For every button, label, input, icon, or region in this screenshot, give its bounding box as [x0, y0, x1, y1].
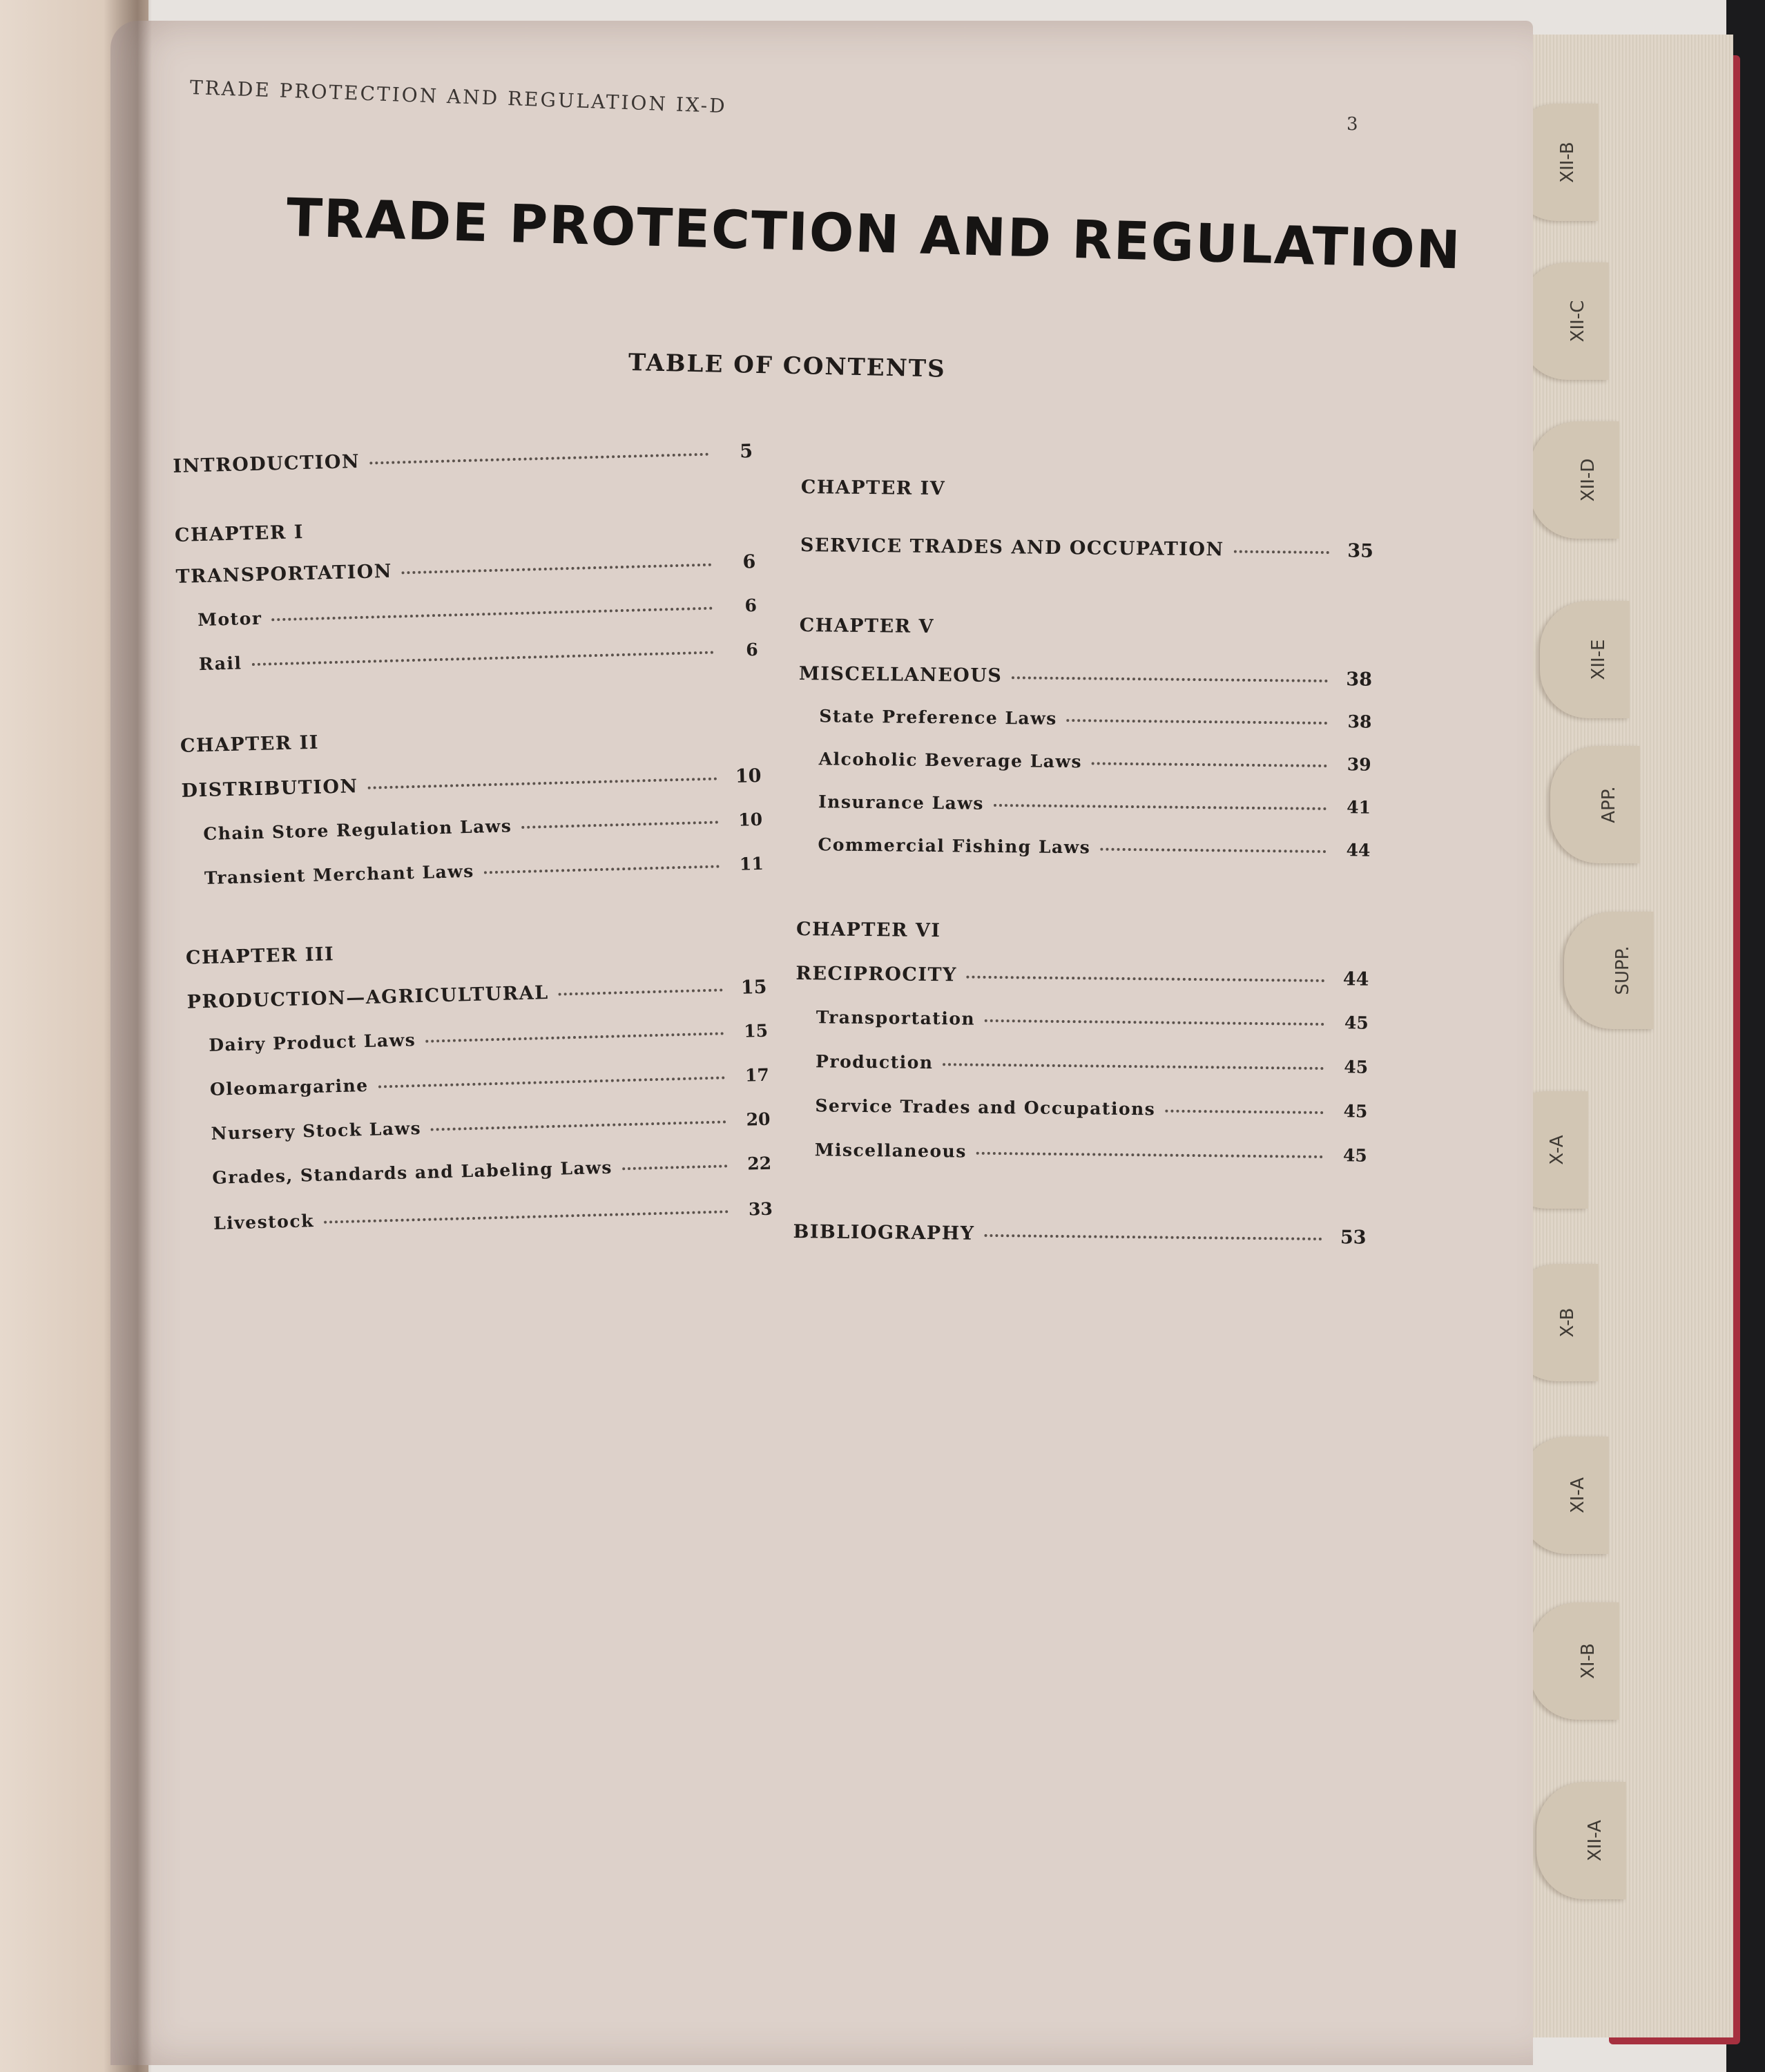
leader-dots [368, 775, 717, 789]
leader-dots [378, 1073, 724, 1088]
entry-page: 38 [1346, 669, 1373, 691]
page-number: 3 [1347, 114, 1358, 135]
entry-page: 41 [1347, 797, 1371, 818]
entry-page: 15 [743, 1020, 769, 1042]
index-tab[interactable] [1536, 1782, 1626, 1899]
tab-label: XII-C [1568, 300, 1588, 343]
leader-dots [985, 1017, 1324, 1026]
entry-page: 20 [746, 1109, 771, 1130]
leader-dots [622, 1162, 728, 1170]
leader-dots [984, 1231, 1322, 1240]
entry-page: 11 [739, 853, 764, 874]
leader-dots [1067, 716, 1328, 725]
leader-dots [976, 1149, 1323, 1158]
entry-label: State Preference Laws [819, 706, 1057, 729]
index-tab[interactable] [1530, 421, 1619, 539]
entry-label: INTRODUCTION [173, 450, 360, 477]
entry-label: Miscellaneous [814, 1140, 967, 1162]
entry-page: 15 [740, 976, 767, 999]
entry-label: SERVICE TRADES AND OCCUPATION [800, 534, 1224, 561]
tab-label: X-A [1547, 1135, 1568, 1165]
tab-label: APP. [1599, 786, 1619, 823]
entry-page: 45 [1343, 1101, 1368, 1122]
leader-dots [402, 561, 712, 575]
entry-page: 45 [1344, 1013, 1369, 1033]
page-title: TRADE PROTECTION AND REGULATION [285, 186, 1463, 281]
toc-heading: TABLE OF CONTENTS [628, 349, 947, 383]
leader-dots [1092, 759, 1327, 767]
entry-label: BIBLIOGRAPHY [793, 1220, 975, 1245]
entry-label: Chain Store Regulation Laws [202, 816, 512, 845]
entry-label: DISTRIBUTION [181, 776, 359, 802]
leader-dots [994, 801, 1327, 810]
index-tab[interactable] [1550, 746, 1640, 863]
entry-page: 10 [737, 809, 763, 830]
entry-label: Insurance Laws [818, 792, 985, 814]
tab-label: XII-A [1585, 1820, 1605, 1861]
entry-label: MISCELLANEOUS [798, 662, 1003, 687]
tab-label: XII-B [1557, 142, 1578, 183]
leader-dots [431, 1117, 726, 1131]
tab-label: X-B [1557, 1307, 1578, 1338]
entry-label: Grades, Standards and Labeling Laws [212, 1157, 613, 1188]
entry-page: 6 [742, 550, 756, 573]
leader-dots [484, 862, 720, 874]
entry-label: Motor [197, 608, 262, 631]
entry-label: Transient Merchant Laws [204, 861, 475, 888]
entry-label: TRANSPORTATION [175, 560, 393, 588]
leader-dots [1012, 673, 1328, 682]
leader-dots [1100, 845, 1326, 853]
leader-dots [521, 818, 718, 828]
chapter-heading: CHAPTER IV [800, 477, 946, 500]
entry-page: 44 [1346, 840, 1371, 861]
leader-dots [425, 1029, 724, 1042]
entry-page: 39 [1347, 754, 1371, 775]
entry-label: Dairy Product Laws [208, 1030, 416, 1055]
index-tab[interactable] [1564, 912, 1654, 1029]
entry-page: 10 [735, 765, 762, 787]
tab-label: SUPP. [1612, 946, 1633, 995]
entry-page: 33 [748, 1198, 773, 1220]
entry-label: Alcoholic Beverage Laws [818, 749, 1083, 772]
tab-label: XI-B [1578, 1643, 1599, 1679]
entry-page: 6 [744, 595, 758, 616]
entry-page: 45 [1344, 1057, 1369, 1077]
entry-page: 53 [1340, 1227, 1367, 1249]
entry-page: 6 [745, 639, 759, 660]
entry-page: 35 [1347, 540, 1374, 562]
entry-label: Rail [198, 653, 242, 675]
chapter-heading: CHAPTER V [799, 614, 935, 638]
entry-page: 17 [744, 1064, 770, 1086]
entry-label: Production [815, 1051, 934, 1073]
binding-shadow [104, 0, 152, 2072]
leader-dots [1165, 1107, 1323, 1114]
index-tab[interactable] [1540, 601, 1630, 718]
tab-label: XI-A [1568, 1477, 1588, 1514]
entry-page: 44 [1342, 968, 1369, 990]
leader-dots [251, 649, 713, 666]
chapter-heading: CHAPTER III [185, 943, 335, 969]
entry-label: Nursery Stock Laws [211, 1117, 422, 1144]
entry-page: 5 [739, 441, 753, 463]
entry-label: Oleomargarine [209, 1075, 369, 1100]
leader-dots [271, 604, 713, 622]
tab-label: XII-E [1588, 639, 1609, 680]
leader-dots [369, 450, 708, 465]
leader-dots [324, 1207, 729, 1223]
tab-label: XII-D [1578, 458, 1599, 502]
leader-dots [943, 1060, 1324, 1070]
leader-dots [1234, 548, 1329, 554]
entry-page: 22 [746, 1153, 772, 1174]
chapter-heading: CHAPTER VI [795, 918, 941, 942]
entry-page: 45 [1342, 1145, 1367, 1166]
chapter-heading: CHAPTER II [180, 731, 320, 757]
entry-label: RECIPROCITY [795, 962, 958, 986]
leader-dots [558, 986, 722, 995]
entry-label: Livestock [213, 1211, 315, 1234]
entry-label: PRODUCTION—AGRICULTURAL [186, 982, 549, 1013]
index-tab[interactable] [1530, 1602, 1619, 1720]
entry-label: Service Trades and Occupations [815, 1095, 1156, 1120]
leader-dots [967, 973, 1325, 982]
running-head: TRADE PROTECTION AND REGULATION IX-D [189, 76, 728, 118]
entry-label: Transportation [816, 1007, 976, 1029]
entry-label: Commercial Fishing Laws [818, 834, 1091, 858]
chapter-heading: CHAPTER I [174, 521, 305, 546]
entry-page: 38 [1347, 711, 1372, 732]
